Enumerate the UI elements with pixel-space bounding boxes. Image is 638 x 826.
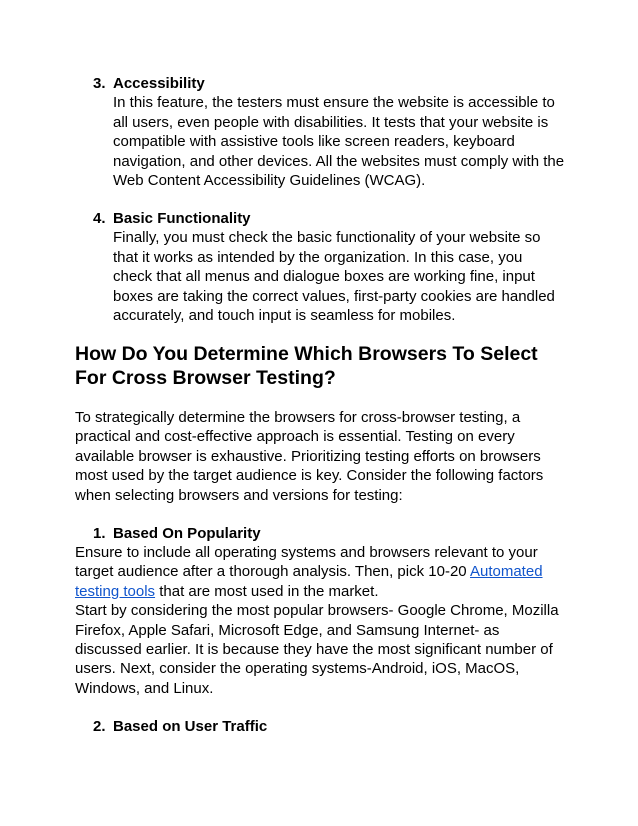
- list-number: 1.: [93, 525, 106, 542]
- factor-title: Based On Popularity: [113, 525, 261, 542]
- list-number: 4.: [93, 210, 106, 227]
- item-title: Accessibility: [113, 75, 205, 92]
- list-item-accessibility: [113, 74, 565, 190]
- para-text: that are most used in the market.: [155, 582, 379, 600]
- factor-paragraph-1: [75, 543, 565, 601]
- item-body: In this feature, the testers must ensure the website is accessible to all users, even people with disabilities. It tests that your website is compatible with assistive tools like screen readers, keyboard navigation, and other devices. All the websites must comply with the Web Content Accessibility Guidelines (WCAG).: [113, 94, 565, 190]
- list-item-basic-functionality: [113, 209, 565, 325]
- section-heading: How Do You Determine Which Browsers To Select For Cross Browser Testing?: [75, 343, 538, 389]
- factor-title: Based on User Traffic: [113, 718, 268, 735]
- list-number: 2.: [93, 718, 106, 735]
- factor-popularity-body: [75, 543, 565, 698]
- item-body: Finally, you must check the basic functionality of your website so that it works as intended by the organization. In this case, you check that all menus and dialogue boxes are working fine, input boxes are taking the correct values, first-party cookies are handled accurately, and touch input is seamless for mobiles.: [113, 229, 555, 325]
- intro-text: To strategically determine the browsers for cross-browser testing, a practical and cost-effective approach is essential. Testing on every available browser is exhaustive. Prioritizing testing efforts on browsers most used by the target audience is key. Consider the following factors when selecting browsers and versions for testing:: [75, 409, 544, 504]
- automated-testing-tools-link[interactable]: Automated testing tools: [75, 563, 543, 600]
- factor-paragraph-2: Start by considering the most popular browsers- Google Chrome, Mozilla Firefox, Apple Safari, Microsoft Edge, and Samsung Internet- as discussed earlier. It is because they have the most significant number of users. Next, consider the operating systems-Android, iOS, MacOS, Windows, and Linux.: [75, 602, 559, 697]
- para-text: Ensure to include all operating systems and browsers relevant to your target audience after a thorough analysis. Then, pick 10-20: [75, 544, 538, 581]
- list-number: 3.: [93, 75, 106, 92]
- intro-paragraph: [75, 408, 565, 505]
- item-title: Basic Functionality: [113, 210, 251, 227]
